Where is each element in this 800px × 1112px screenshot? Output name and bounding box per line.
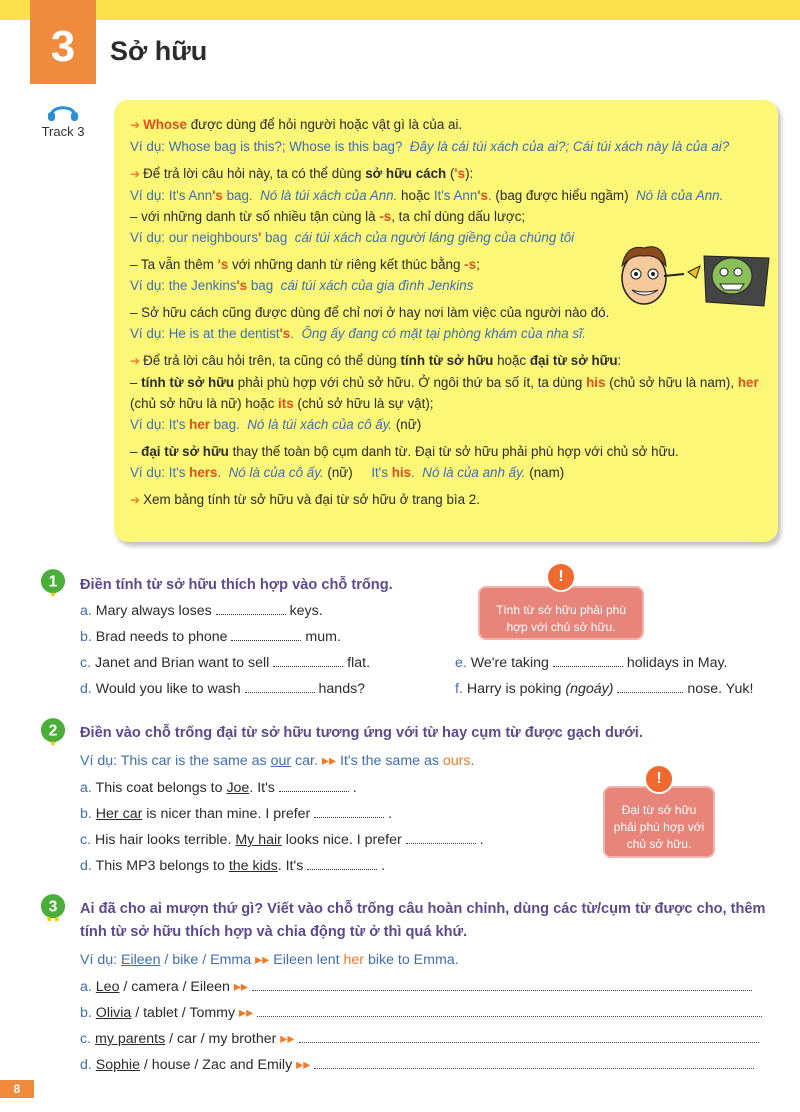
text: (chủ sở hữu là sự vật); bbox=[293, 396, 434, 411]
text: 's bbox=[454, 166, 466, 181]
text: 's bbox=[279, 326, 291, 341]
text: – bbox=[130, 375, 142, 390]
text: ): bbox=[465, 166, 474, 181]
text: : bbox=[617, 353, 622, 368]
arrow-icon: ➔ bbox=[130, 493, 141, 507]
text: . bbox=[475, 832, 484, 848]
blank-field[interactable] bbox=[617, 682, 683, 693]
item-letter: d. bbox=[80, 681, 92, 697]
text: Ví dụ: bbox=[130, 188, 169, 203]
exercise-2-item-a bbox=[80, 780, 357, 796]
audio-track[interactable] bbox=[38, 100, 88, 139]
double-arrow-icon: ▸▸ bbox=[280, 1031, 295, 1047]
text: This coat belongs to bbox=[91, 780, 227, 796]
item-letter: a. bbox=[80, 780, 92, 796]
text: Đây là cái túi xách của ai?; Cái túi xách này là của ai? bbox=[409, 139, 730, 154]
exercise-1-title: Điền tính từ sở hữu thích hợp vào chỗ trống. bbox=[80, 577, 393, 593]
answer-line[interactable] bbox=[257, 1006, 762, 1017]
cartoon-illustration bbox=[604, 236, 772, 312]
text: . bbox=[411, 465, 415, 480]
text: Ví dụ: bbox=[80, 952, 122, 968]
text: holidays in May. bbox=[622, 655, 728, 671]
text: He is at the dentist bbox=[168, 326, 280, 341]
text: her bbox=[343, 952, 364, 968]
text: – Sở hữu cách cũng được dùng để chỉ nơi ở hay nơi làm việc của người nào đó. bbox=[130, 305, 610, 320]
text: This MP3 belongs to bbox=[91, 858, 229, 874]
text: Olivia bbox=[95, 1005, 132, 1021]
double-arrow-icon: ▸▸ bbox=[239, 1005, 254, 1021]
text: Nó là túi xách của cô ấy. bbox=[247, 417, 393, 432]
exercise-3-item-d bbox=[80, 1057, 754, 1073]
exercise-3-item-b bbox=[80, 1005, 762, 1021]
text: Để trả lời câu hỏi này, ta có thể dùng bbox=[143, 166, 366, 181]
text: hers bbox=[189, 465, 218, 480]
exercise-1-number: 1 bbox=[48, 573, 58, 591]
text: , ta chỉ dùng dấu lược; bbox=[391, 209, 526, 224]
exercise-1-item-d bbox=[80, 681, 365, 697]
item-letter: e. bbox=[455, 655, 467, 671]
double-arrow-icon: ▸▸ bbox=[233, 979, 249, 995]
blank-field[interactable] bbox=[307, 859, 377, 870]
text: – với những danh từ số nhiều tận cùng là bbox=[130, 209, 380, 224]
text: / bike / Emma bbox=[160, 952, 256, 968]
star-icon: ★ bbox=[49, 737, 57, 747]
text: . bbox=[487, 188, 492, 203]
grammar-box bbox=[114, 100, 778, 542]
exercise-2-item-d bbox=[80, 858, 385, 874]
text: hoặc bbox=[397, 188, 434, 203]
text: -s bbox=[464, 257, 477, 272]
text: nose. Yuk! bbox=[683, 681, 754, 697]
text: my parents bbox=[95, 1031, 166, 1047]
text: đại từ sở hữu bbox=[141, 444, 229, 459]
text: Janet and Brian want to sell bbox=[91, 655, 274, 671]
text: Nó là của Ann. bbox=[635, 188, 724, 203]
text: Ví dụ: bbox=[130, 278, 169, 293]
exercise-2-warning bbox=[603, 786, 715, 858]
text: his bbox=[391, 465, 412, 480]
item-letter: b. bbox=[80, 806, 92, 822]
text: It's Ann bbox=[433, 188, 478, 203]
blank-field[interactable] bbox=[245, 682, 315, 693]
arrow-icon: ➔ bbox=[130, 354, 141, 368]
item-letter: c. bbox=[80, 655, 92, 671]
text: We're taking bbox=[466, 655, 553, 671]
exercise-2-title: Điền vào chỗ trống đại từ sở hữu tương ứng với từ hay cụm từ được gạch dưới. bbox=[80, 725, 643, 741]
text: – bbox=[130, 444, 142, 459]
chapter-title: Sở hữu bbox=[110, 36, 208, 66]
text: This car is the same as bbox=[120, 753, 271, 769]
text: bike to Emma. bbox=[364, 952, 459, 968]
double-arrow-icon: ▸▸ bbox=[321, 753, 337, 769]
top-bar bbox=[0, 0, 800, 20]
exercise-3-number: 3 bbox=[48, 898, 58, 916]
text: Nó là túi xách của Ann. bbox=[260, 188, 398, 203]
text: its bbox=[278, 396, 294, 411]
track-label: Track 3 bbox=[41, 124, 85, 139]
text: / tablet / Tommy bbox=[131, 1005, 240, 1021]
blank-field[interactable] bbox=[406, 833, 476, 844]
text: Ông ấy đang có mặt tại phòng khám của nha sĩ. bbox=[301, 326, 586, 341]
text: / house / Zac and Emily bbox=[139, 1057, 297, 1073]
text: được dùng để hỏi người hoặc vật gì là của ai. bbox=[186, 117, 463, 132]
text: It's the same as bbox=[336, 753, 443, 769]
chapter-number: 3 bbox=[30, 0, 96, 84]
answer-line[interactable] bbox=[314, 1058, 754, 1069]
item-letter: b. bbox=[80, 629, 92, 645]
item-letter: c. bbox=[80, 1031, 92, 1047]
blank-field[interactable] bbox=[216, 604, 286, 615]
text: Nó là của anh ấy. bbox=[422, 465, 526, 480]
blank-field[interactable] bbox=[314, 807, 384, 818]
keyword-whose: Whose bbox=[143, 117, 187, 132]
warning-icon: ! bbox=[644, 764, 674, 794]
text: bag bbox=[261, 230, 288, 245]
text: mum. bbox=[301, 629, 341, 645]
text: sở hữu cách bbox=[365, 166, 447, 181]
double-arrow-icon: ▸▸ bbox=[255, 952, 270, 968]
exercise-2-number: 2 bbox=[48, 722, 58, 740]
text: his bbox=[586, 375, 606, 390]
text: 's bbox=[236, 278, 248, 293]
text: Ví dụ: bbox=[130, 417, 169, 432]
text: . bbox=[290, 326, 294, 341]
warning-text: Đại từ sở hữu phải phù hợp với chủ sở hữu. bbox=[613, 803, 705, 851]
text: Her car bbox=[95, 806, 143, 822]
text: (ngoáy) bbox=[565, 681, 614, 697]
text: Brad needs to phone bbox=[91, 629, 232, 645]
text: our bbox=[270, 753, 292, 769]
text: Leo bbox=[95, 979, 120, 995]
text: (bag được hiểu ngầm) bbox=[491, 188, 629, 203]
arrow-icon: ➔ bbox=[130, 167, 141, 181]
text: -s bbox=[379, 209, 392, 224]
text: cái túi xách của gia đình Jenkins bbox=[280, 278, 474, 293]
text: tính từ sở hữu bbox=[141, 375, 235, 390]
text: ; bbox=[476, 257, 480, 272]
text: her bbox=[737, 375, 759, 390]
text: 's bbox=[217, 257, 229, 272]
text: đại từ sở hữu bbox=[529, 353, 618, 368]
text: . bbox=[377, 858, 386, 874]
text: / car / my brother bbox=[165, 1031, 281, 1047]
text: It's bbox=[168, 417, 190, 432]
text: her bbox=[189, 417, 210, 432]
text: Eileen lent bbox=[273, 952, 344, 968]
text: cái túi xách của người láng giềng của chúng tôi bbox=[294, 230, 575, 245]
text: His hair looks terrible. bbox=[91, 832, 236, 848]
exercise-3-item-c bbox=[80, 1031, 759, 1047]
text: phải phù hợp với chủ sở hữu. Ở ngôi thứ ba số ít, ta dùng bbox=[234, 375, 587, 390]
text: bag. bbox=[209, 417, 240, 432]
exercise-1-item-f bbox=[455, 681, 753, 697]
text: . It's bbox=[277, 858, 308, 874]
text: (chủ sở hữu là nữ) hoặc bbox=[130, 396, 279, 411]
item-letter: b. bbox=[80, 1005, 92, 1021]
exercise-1-item-b bbox=[80, 629, 341, 645]
star-icon: ★ bbox=[49, 588, 57, 598]
item-letter: a. bbox=[80, 603, 92, 619]
exercise-3-item-a bbox=[80, 979, 770, 995]
text: My hair bbox=[235, 832, 282, 848]
text: Ví dụ: bbox=[130, 139, 169, 154]
exercise-1-item-c bbox=[80, 655, 370, 671]
text: Xem bảng tính từ sở hữu và đại từ sở hữu ở trang bìa 2. bbox=[143, 492, 480, 507]
item-letter: f. bbox=[455, 681, 463, 697]
text: . bbox=[217, 465, 222, 480]
arrow-icon: ➔ bbox=[130, 118, 141, 132]
text: 's bbox=[477, 188, 488, 203]
page-number: 8 bbox=[0, 1080, 34, 1098]
blank-field[interactable] bbox=[553, 656, 623, 667]
item-letter: d. bbox=[80, 1057, 92, 1073]
text: / camera / Eileen bbox=[119, 979, 234, 995]
exercise-1-warning bbox=[478, 586, 644, 640]
text: It's bbox=[371, 465, 392, 480]
exercise-3-example bbox=[80, 952, 459, 968]
text: (chủ sở hữu là nam), bbox=[605, 375, 738, 390]
exercise-2-item-b bbox=[80, 806, 392, 822]
text: ' bbox=[258, 230, 262, 245]
text: Nó là của cô ấy. bbox=[228, 465, 324, 480]
text: Whose bag is this?; Whose is this bag? bbox=[168, 139, 403, 154]
text: keys. bbox=[285, 603, 323, 619]
text: car. bbox=[291, 753, 318, 769]
text: hands? bbox=[314, 681, 366, 697]
text: (nữ) bbox=[323, 465, 353, 480]
text: Ví dụ: bbox=[130, 326, 169, 341]
exercise-1-badge bbox=[40, 568, 66, 598]
text: ours bbox=[442, 753, 471, 769]
text: Ví dụ: bbox=[80, 753, 121, 769]
text: ( bbox=[446, 166, 455, 181]
item-letter: a. bbox=[80, 979, 92, 995]
text: với những danh từ riêng kết thúc bằng bbox=[228, 257, 465, 272]
warning-icon: ! bbox=[546, 562, 576, 592]
exercise-2-badge bbox=[40, 717, 66, 747]
text: looks nice. I prefer bbox=[281, 832, 406, 848]
text: . bbox=[348, 780, 357, 796]
text: (nam) bbox=[525, 465, 565, 480]
text: Sophie bbox=[95, 1057, 140, 1073]
text: the kids bbox=[228, 858, 278, 874]
text: Ví dụ: bbox=[130, 230, 169, 245]
text: Eileen bbox=[121, 952, 161, 968]
text: our neighbours bbox=[168, 230, 259, 245]
text: is nicer than mine. I prefer bbox=[142, 806, 315, 822]
double-arrow-icon: ▸▸ bbox=[296, 1057, 311, 1073]
item-letter: c. bbox=[80, 832, 92, 848]
text: . It's bbox=[249, 780, 279, 796]
text: . bbox=[384, 806, 393, 822]
text: (nữ) bbox=[392, 417, 422, 432]
exercise-3-title-line-1: Ai đã cho ai mượn thứ gì? Viết vào chỗ trống câu hoàn chỉnh, dùng các từ/cụm từ được cho, thêm bbox=[80, 901, 766, 917]
blank-field[interactable] bbox=[231, 630, 301, 641]
text: Joe bbox=[226, 780, 250, 796]
answer-line[interactable] bbox=[252, 980, 752, 991]
text: Ví dụ: bbox=[130, 465, 169, 480]
text: the Jenkins bbox=[168, 278, 237, 293]
exercise-3-title-line-2: tính từ sở hữu thích hợp và chia động từ ở thì quá khứ. bbox=[80, 924, 468, 940]
exercise-1-item-e bbox=[455, 655, 728, 671]
exercise-1-item-a bbox=[80, 603, 323, 619]
text: Harry is poking bbox=[462, 681, 566, 697]
text: hoặc bbox=[493, 353, 530, 368]
text: flat. bbox=[343, 655, 371, 671]
text: bag. bbox=[222, 188, 253, 203]
text: Mary always loses bbox=[91, 603, 216, 619]
item-letter: d. bbox=[80, 858, 92, 874]
text: tính từ sở hữu bbox=[400, 353, 494, 368]
text: It's bbox=[168, 465, 190, 480]
exercise-2-item-c bbox=[80, 832, 484, 848]
answer-line[interactable] bbox=[299, 1032, 759, 1043]
text: Để trả lời câu hỏi trên, ta cũng có thể dùng bbox=[143, 353, 401, 368]
text: thay thế toàn bộ cụm danh từ. Đại từ sở hữu phải phù hợp với chủ sở hữu. bbox=[228, 444, 679, 459]
text: 's bbox=[212, 188, 223, 203]
headphones-icon bbox=[46, 100, 80, 122]
stars-icon: ★★ bbox=[45, 913, 61, 923]
blank-field[interactable] bbox=[273, 656, 343, 667]
exercise-3-badge bbox=[40, 893, 66, 923]
exercise-2-example bbox=[80, 753, 474, 769]
text: . bbox=[470, 753, 475, 769]
text: – Ta vẫn thêm bbox=[130, 257, 218, 272]
text: Would you like to wash bbox=[91, 681, 245, 697]
text: bag bbox=[247, 278, 274, 293]
warning-text: Tính từ sở hữu phải phù hợp với chủ sở hữu. bbox=[495, 603, 626, 634]
text: It's Ann bbox=[168, 188, 213, 203]
blank-field[interactable] bbox=[279, 781, 349, 792]
